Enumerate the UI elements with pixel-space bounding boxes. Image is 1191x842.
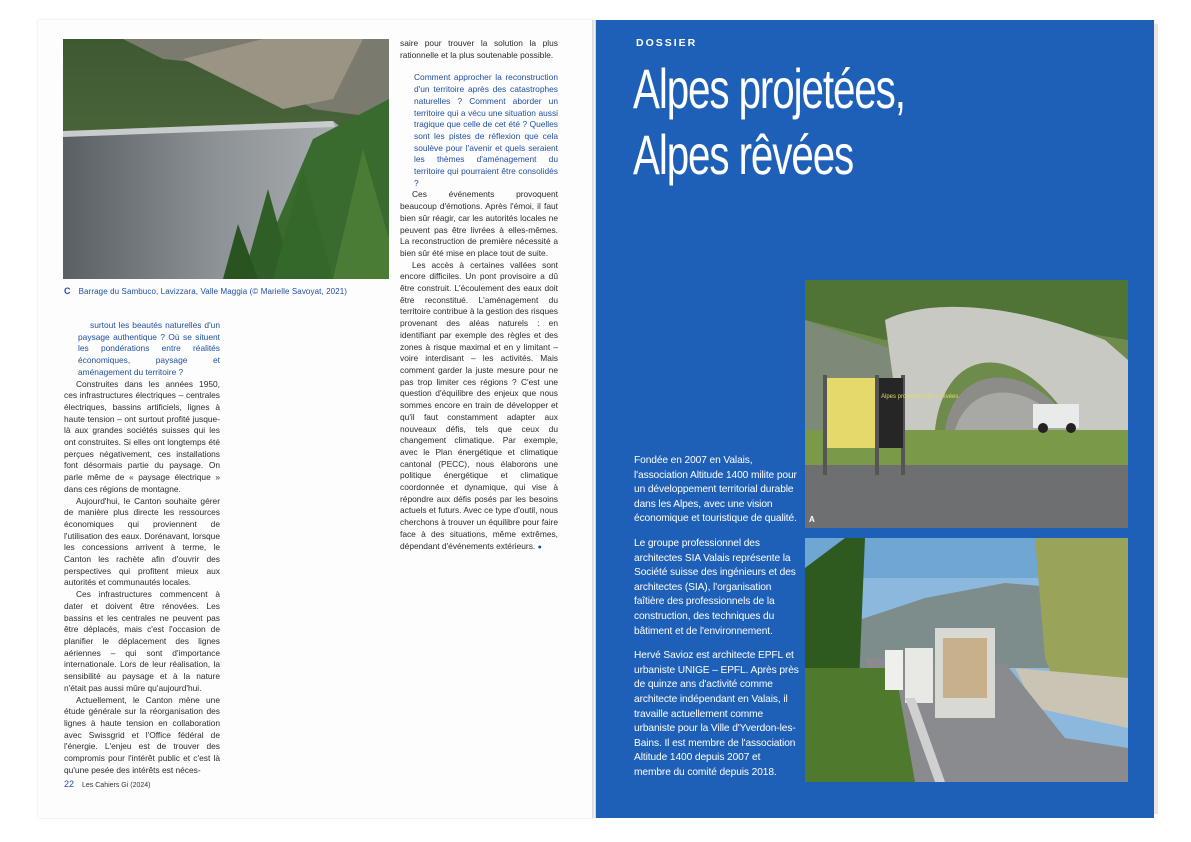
association-paragraph: Fondée en 2007 en Valais, l'association Altitude 1400 milite pour un développement territorial durable dans les Alpes, avec une vision économique et touristique de qualité. xyxy=(634,455,797,525)
tunnel-photo xyxy=(805,280,1128,528)
paragraph: Ces infrastructures commencent à dater et doivent être rénovées. Les bassins et les centrales ne peuvent pas être déplacés, mais c'est l'occasion de planifier le déplacement des lignes aériennes – qui sont d'importance internationale. Lors de leur réalisation, la sensibilité au paysage et à la nature n'était pas aussi mûre qu'aujourd'hui. xyxy=(64,589,220,693)
paragraph-continued: saire pour trouver la solution la plus rationnelle et la plus soutenable possible. xyxy=(400,38,558,60)
title-line-1: Alpes projetées, xyxy=(633,57,905,120)
sign-text: Alpes projetées Alpes rêvées xyxy=(881,394,959,400)
photo-caption xyxy=(64,286,347,296)
photo-marker: A xyxy=(809,515,815,524)
caption-text: Barrage du Sambuco, Lavizzara, Valle Maggia (© Marielle Savoyat, 2021) xyxy=(78,287,348,296)
lead-question: surtout les beautés naturelles d'un paysage authentique ? Où se situent les pondérations entre réalités économiques, paysage et aménagement du territoire ? xyxy=(78,320,220,377)
paragraph xyxy=(400,260,558,554)
article-title xyxy=(633,56,905,188)
dam-photo xyxy=(63,39,389,279)
interview-question: Comment approcher la reconstruction d'un territoire après des catastrophes naturelles ? Comment aborder un territoire qui a vécu une situation aussi tragique que celle de cet été ? Quelles sont les pistes de réflexion que cela soulève pour l'avenir et quels seraient les thèmes d'aménagement du territoire qui pourraient être consolidés ? xyxy=(414,72,558,188)
end-mark: ● xyxy=(537,543,542,551)
folio-number: 22 xyxy=(64,779,75,789)
road-exhibition-photo xyxy=(805,538,1128,782)
author-bio: Hervé Savioz est architecte EPFL et urbaniste UNIGE – EPFL. Après près de quinze ans d'activité comme architecte indépendant en Valais, il travaille actuellement comme urbaniste pour la Ville d'Yverdon-les-Bains. Il est membre de l'association Altitude 1400 depuis 2007 et membre du comité depuis 2018. xyxy=(634,650,799,778)
section-label: DOSSIER xyxy=(636,37,698,49)
caption-marker: C xyxy=(64,286,71,296)
paragraph: Aujourd'hui, le Canton souhaite gérer de manière plus directe les ressources économiques qui proviennent de l'utilisation des eaux. Dorénavant, lorsque les concessions arrivent à terme, le Canton les rachète afin d'ouvrir des perspectives qui profitent mieux aux autorités et communautés locales. xyxy=(64,495,220,588)
paragraph: Construites dans les années 1950, ces infrastructures électriques – centrales électriques, bassins artificiels, lignes à haute tension – ont surtout profité jusque-là aux grandes sociétés suisses qui les ont construites. Si elles ont longtemps été perçues négativement, ces installations font désormais partie du paysage. On parle même de « paysage électrique » dans ces régions de montagne. xyxy=(64,378,220,494)
publication-name: Les Cahiers Gi (2024) xyxy=(82,782,151,789)
sia-paragraph: Le groupe professionnel des architectes SIA Valais représente la Société suisse des ingénieurs et des architectes (SIA), l'organisation faîtière des professionnels de la construction, des techniques du bâtiment et de l'environnement. xyxy=(634,537,796,637)
page-number xyxy=(64,779,151,789)
text-column-1 xyxy=(64,320,220,776)
page-edge xyxy=(1154,24,1158,814)
title-line-2: Alpes rêvées xyxy=(633,123,854,186)
text-column-2 xyxy=(400,38,558,553)
paragraph-text: Les accès à certaines vallées sont encore difficiles. Un pont provisoire a dû être construit. L'écoulement des eaux doit être reconstitué. L'aménagement du territoire contribue à la gestion des risques provenant des aléas naturels : en identifiant par exemple des règles et des zones à risque maximal et en y limitant – voire interdisant – les activités. Mais comment garder la juste mesure pour ne pas trop limiter ces régions ? C'est une question d'équilibre des enjeux que nous sommes encore en train de développer et qu'il faut constamment adapter aux nouveaux défis, tels que ceux du changement climatique. Par exemple, avec le Plan énergétique et climatique cantonal (PECC), nous élaborons une politique énergétique et climatique coordonnée et dynamique, qui vise à répondre aux défis posés par les besoins actuels et futurs. Avec ce type d'outil, nous cherchons à trouver un équilibre pour faire face à des situations, même extrêmes, dépendant d'événements extérieurs. xyxy=(400,259,558,551)
paragraph: Ces événements provoquent beaucoup d'émotions. Après l'émoi, il faut bien sûr réagir, car les autorités locales ne peuvent pas être livrées à elles-mêmes. La reconstruction de première nécessité a bien sûr été mise en place tout de suite. xyxy=(400,189,558,258)
paragraph: Actuellement, le Canton mène une étude générale sur la réorganisation des lignes à haute tension en collaboration avec Swissgrid et l'Office fédéral de l'énergie. L'enjeu est de trouver des compromis pour l'intérêt public et c'est là qu'une pesée des intérêts est néces- xyxy=(64,694,220,775)
sidebar-text xyxy=(634,454,799,790)
